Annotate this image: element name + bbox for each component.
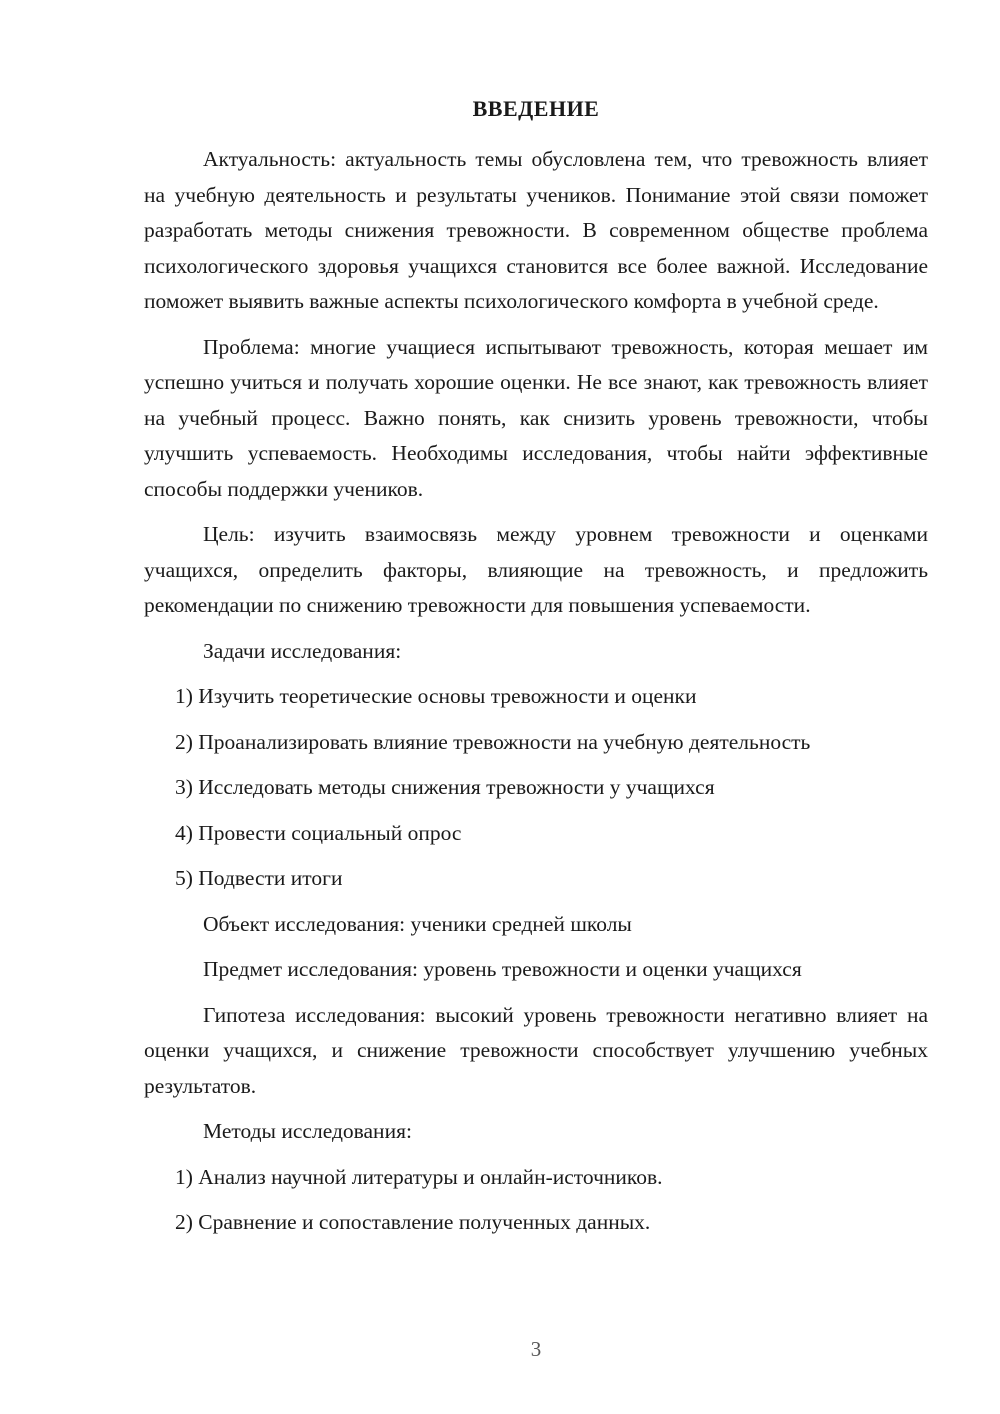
research-object: Объект исследования: ученики средней школы [203, 911, 632, 936]
document-body [144, 142, 928, 1251]
research-subject: Предмет исследования: уровень тревожности и оценки учащихся [203, 957, 802, 981]
method-item-1: 1) Анализ научной литературы и онлайн-источников. [175, 1164, 663, 1189]
relevance-paragraph: Актуальность: актуальность темы обусловлена тем, что тревожность влияет на учебную деятельность и результаты учеников. Понимание этой связи поможет разработать методы снижения тревожности. В современном обществе проблема психологического здоровья учащихся становится все более важной. Исследование поможет выявить важные аспекты психологического комфорта в учебной среде. [144, 147, 928, 313]
task-item-5: 5) Подвести итоги [175, 866, 343, 890]
problem-paragraph: Проблема: многие учащиеся испытывают тревожность, которая мешает им успешно учиться и получать хорошие оценки. Не все знают, как тревожность влияет на учебный процесс. Важно понять, как снизить уровень тревожности, чтобы улучшить успеваемость. Необходимы исследования, чтобы найти эффективные способы поддержки учеников. [144, 334, 928, 501]
tasks-heading: Задачи исследования: [203, 638, 402, 663]
method-item-2: 2) Сравнение и сопоставление полученных данных. [175, 1210, 651, 1234]
hypothesis-paragraph: Гипотеза исследования: высокий уровень тревожности негативно влияет на оценки учащихся, и снижение тревожности способствует улучшению учебных результатов. [144, 1002, 928, 1098]
task-item-1: 1) Изучить теоретические основы тревожности и оценки [175, 684, 697, 708]
methods-heading: Методы исследования: [203, 1119, 412, 1143]
task-item-4: 4) Провести социальный опрос [175, 820, 462, 845]
task-item-3: 3) Исследовать методы снижения тревожности у учащихся [175, 775, 715, 799]
page-number: 3 [530, 1337, 542, 1361]
task-item-2: 2) Проанализировать влияние тревожности на учебную деятельность [175, 729, 811, 754]
page-title: ВВЕДЕНИЕ [472, 96, 600, 121]
goal-paragraph: Цель: изучить взаимосвязь между уровнем тревожности и оценками учащихся, определить факторы, влияющие на тревожность, и предложить рекомендации по снижению тревожности для повышения успеваемости. [144, 522, 928, 617]
